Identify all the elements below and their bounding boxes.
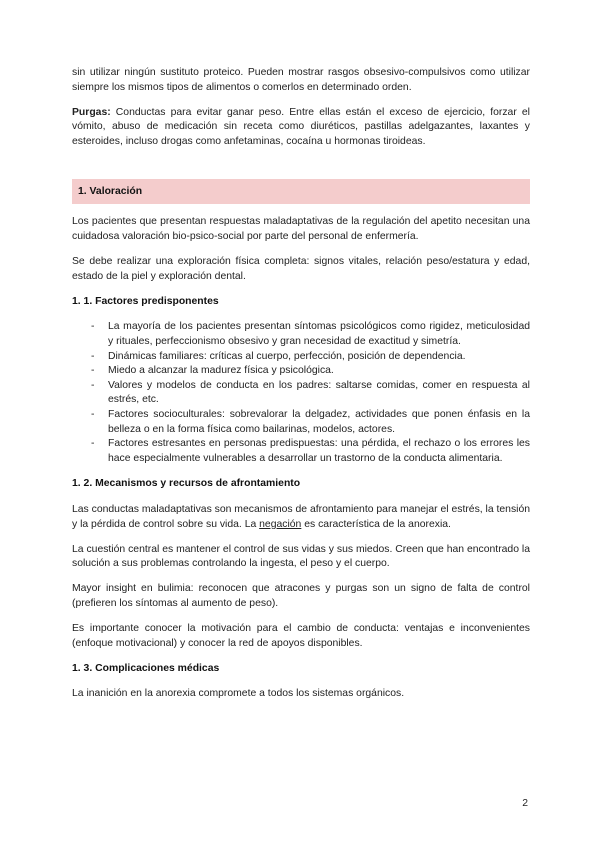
dash-marker: - (91, 409, 95, 420)
page-number: 2 (522, 798, 528, 809)
list-item (72, 408, 530, 437)
list-item-text: Factores estresantes en personas predispuestas: una pérdida, el rechazo o los errores les hace especialmente vulnerables a desarrollar un trastorno de la conducta alimentaria. (108, 438, 530, 464)
list-item (72, 437, 530, 466)
complicaciones-paragraph: La inanición en la anorexia compromete a todos los sistemas orgánicos. (72, 688, 405, 700)
mecanismos-paragraph-3: Mayor insight en bulimia: reconocen que atracones y purgas son un signo de falta de control (prefieren los síntomas al aumento de peso). (72, 583, 530, 609)
list-item (72, 350, 530, 365)
mecanismos-paragraph-2: La cuestión central es mantener el control de sus vidas y sus miedos. Creen que han encontrado la solución a sus problemas controlando la ingesta, el peso y el cuerpo. (72, 543, 530, 570)
subsection-heading-complicaciones: 1. 3. Complicaciones médicas (72, 662, 220, 674)
list-item-text: Miedo a alcanzar la madurez física y psicológica. (108, 365, 334, 377)
list-item (72, 320, 530, 349)
subsection-heading-mecanismos: 1. 2. Mecanismos y recursos de afrontamiento (72, 478, 301, 490)
dash-marker: - (91, 321, 95, 333)
list-item-text: Valores y modelos de conducta en los padres: saltarse comidas, comer en respuesta al estrés, etc. (108, 379, 530, 406)
section-header-valoracion (72, 179, 530, 204)
document-page (72, 66, 530, 712)
mecanismos-paragraph-1 (72, 503, 530, 532)
mecanismos-paragraph-4: Es importante conocer la motivación para el cambio de conducta: ventajas e inconvenientes (enfoque motivacional) y conocer la red de apoyos disponibles. (72, 623, 530, 649)
valoracion-paragraph-1: Los pacientes que presentan respuestas maladaptativas de la regulación del apetito necesitan una cuidadosa valoración bio-psico-social por parte del personal de enfermería. (72, 216, 530, 243)
list-item-text: Dinámicas familiares: críticas al cuerpo, perfección, posición de dependencia. (108, 350, 466, 362)
purgas-label: Purgas: (72, 106, 111, 118)
dash-marker: - (91, 365, 95, 377)
section-title: 1. Valoración (78, 186, 143, 198)
text-span: Las conductas maladaptativas son mecanismos de afrontamiento para manejar el estrés, la tensión y la pérdida de control sobre su vida. La (72, 503, 531, 530)
text-span: es característica de la anorexia. (301, 518, 451, 530)
dash-marker: - (91, 350, 95, 362)
dash-marker: - (91, 379, 95, 391)
purgas-paragraph (72, 106, 530, 150)
list-item (72, 364, 530, 379)
factores-list (72, 320, 530, 466)
purgas-text: Conductas para evitar ganar peso. Entre ellas están el exceso de ejercicio, forzar el vómito, abuso de medicación sin receta como diuréticos, pastillas adelgazantes, laxantes y esteroides, incluso drogas como anfetaminas, cocaína u hormonas tiroideas. (72, 106, 530, 147)
negacion-term: negación (259, 518, 302, 530)
dash-marker: - (91, 438, 95, 450)
subsection-heading-factores: 1. 1. Factores predisponentes (72, 295, 219, 307)
list-item-text: La mayoría de los pacientes presentan síntomas psicológicos como rigidez, meticulosidad y rituales, perfeccionismo obsesivo y gran necesidad de exactitud y simetría. (108, 321, 530, 348)
valoracion-paragraph-2: Se debe realizar una exploración física completa: signos vitales, relación peso/estatura y edad, estado de la piel y exploración dental. (72, 256, 530, 282)
intro-paragraph: sin utilizar ningún sustituto proteico. Pueden mostrar rasgos obsesivo-compulsivos como utilizar siempre los mismos tipos de alimentos o comerlos en determinado orden. (72, 67, 530, 93)
list-item (72, 379, 530, 408)
list-item-text: Factores socioculturales: sobrevalorar la delgadez, actividades que ponen énfasis en la belleza o en la forma física como bailarinas, modelos, actores. (108, 409, 530, 435)
